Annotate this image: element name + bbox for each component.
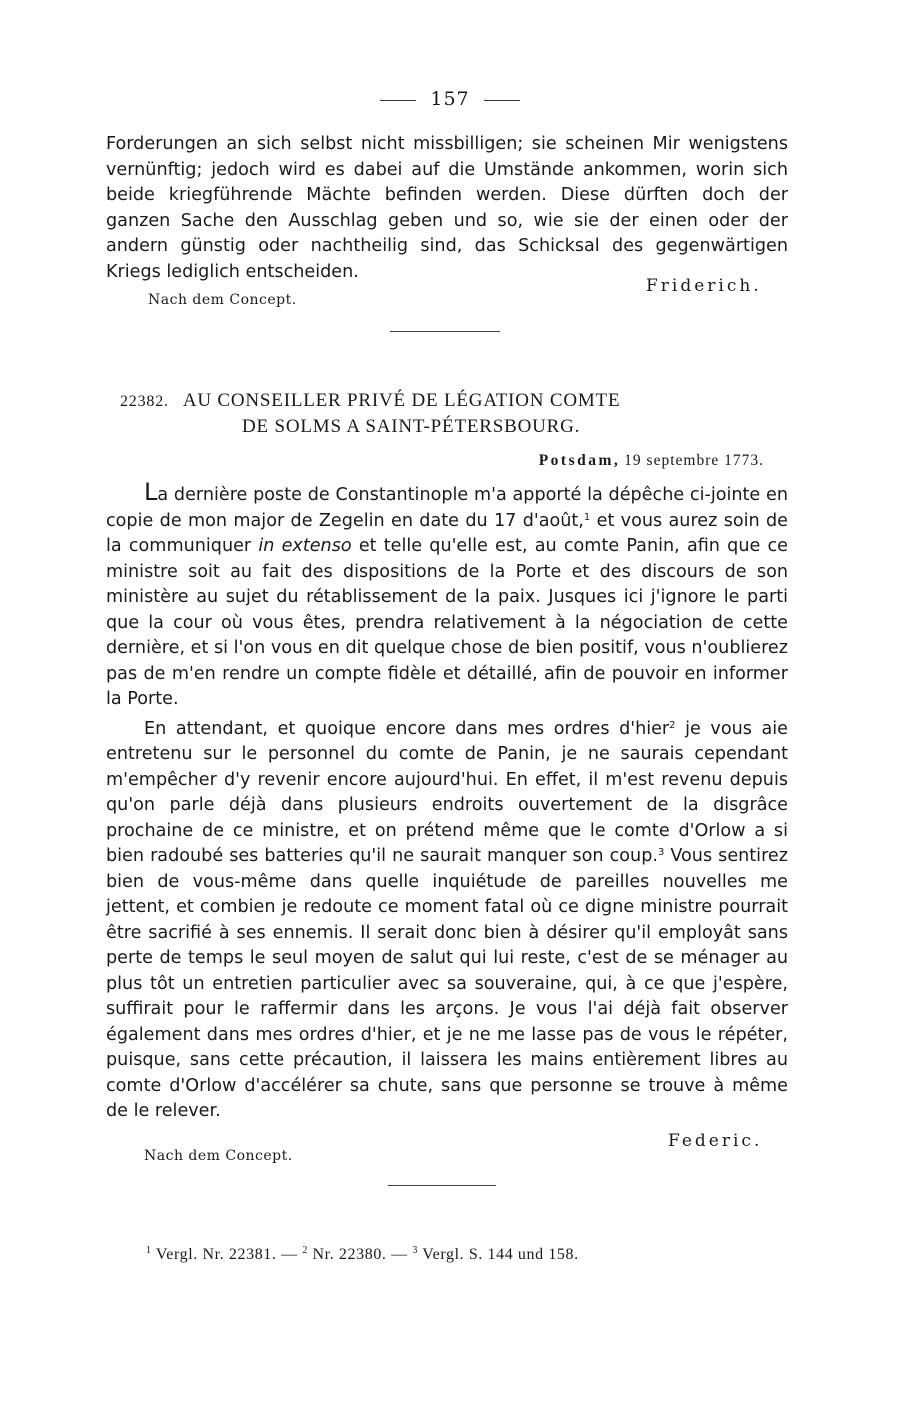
footnote-3: Vergl. S. 144 und 158. (422, 1246, 579, 1263)
letter2-body (106, 480, 788, 1125)
page-number-text: 157 (430, 88, 470, 110)
footnote-ref-2: 2 (669, 719, 676, 731)
footnote-marker-2: 2 (302, 1245, 308, 1256)
letter2-initial: L (144, 478, 158, 506)
letter2-dateline (0, 452, 764, 470)
page-number-rule-right (484, 100, 520, 101)
letter2-p1-part-a: a dernière poste de Constantinople m'a apporté la dépêche ci-jointe en copie de mon major de Zegelin en date du 17 d'août, (106, 485, 788, 531)
letter2-p2-part-a: En attendant, et quoique encore dans mes ordres d'hier (144, 718, 670, 739)
letter2-p2-part-b: je vous aie entretenu sur le personnel du comte de Panin, je ne saurais cependant m'empêcher d'y revenir encore aujourd'hui. En effet, il m'est revenu depuis qu'on parle déjà dans plusieurs endroits ouvertement de la disgrâce prochaine de ce ministre, et on prétend même que le comte d'Orlow a si bien radoubé ses batteries qu'il ne saurait manquer son coup. (106, 718, 788, 866)
page-number (0, 88, 900, 110)
letter2-number: 22382. (120, 393, 169, 410)
letter2-paragraph-1 (106, 480, 788, 713)
letter2-place: Potsdam, (538, 452, 621, 469)
footnote-1: Vergl. Nr. 22381. — (155, 1246, 298, 1263)
divider-2 (388, 1185, 496, 1186)
letter2-paragraph-2 (106, 717, 788, 1125)
letter2-p1-part-c: et telle qu'elle est, au comte Panin, afin que ce ministre soit au fait des dispositions de la Porte et des discours de son ministère au sujet du rétablissement de la paix. Jusques ici j'ignore le parti que la cour où vous êtes, prendra relativement à la négociation de cette dernière, et si l'on vous en dit quelque chose de bien positif, vous n'oublierez pas de m'en rendre un compte fidèle et détaillé, afin de pouvoir en informer la Porte. (106, 536, 788, 709)
letter1-signature: Friderich. (646, 276, 762, 296)
footnote-marker-3: 3 (412, 1245, 418, 1256)
letter1-paragraph: Forderungen an sich selbst nicht missbilligen; sie scheinen Mir wenigstens vernünftig; jedoch wird es dabei auf die Umstände ankommen, worin sich beide kriegführende Mächte befinden werden. Diese dürften doch der ganzen Sache den Ausschlag geben und so, wie sie der einen oder der andern günstig oder nachtheilig sind, das Schicksal des gegenwärtigen Kriegs lediglich entscheiden. (106, 134, 788, 282)
footnote-2: Nr. 22380. — (312, 1246, 408, 1263)
footnotes (146, 1246, 786, 1264)
footnote-ref-1: 1 (583, 511, 591, 523)
letter2-p1-emphasis: in extenso (258, 536, 352, 556)
letter2-title-line2: DE SOLMS A SAINT-PÉTERSBOURG. (242, 416, 581, 437)
letter2-heading (120, 388, 790, 439)
letter1-body (106, 132, 788, 285)
divider-1 (390, 331, 500, 332)
letter2-p2-part-c: Vous sentirez bien de vous-même dans quelle inquiétude de pareilles nouvelles me jettent, et combien je redoute ce moment fatal où ce digne ministre pourrait être sacrifié à ses ennemis. Il serait donc bien à désirer qu'il employât sans perte de temps le seul moyen de salut qui lui reste, c'est de se ménager au plus tôt un entretien particulier avec sa souveraine, qui, à ce que j'espère, suffirait pour le raffermir dans les arçons. Je vous l'ai déjà fait observer également dans mes ordres d'hier, et je ne me lasse pas de vous le répéter, puisque, sans cette précaution, il laissera les mains entièrement libres au comte d'Orlow d'accélérer sa chute, sans que personne se trouve à même de le relever. (106, 846, 788, 1121)
letter2-signature: Federic. (668, 1131, 763, 1151)
letter2-title-line1: AU CONSEILLER PRIVÉ DE LÉGATION COMTE (182, 390, 621, 411)
footnote-ref-3: 3 (657, 847, 665, 858)
footnote-marker-1: 1 (146, 1245, 152, 1256)
letter2-date: 19 septembre 1773. (624, 452, 764, 469)
letter2-source: Nach dem Concept. (144, 1148, 293, 1164)
page-number-rule-left (380, 100, 416, 101)
letter2-p1-part-b: et vous aurez soin de la communiquer (106, 510, 788, 556)
letter1-source: Nach dem Concept. (148, 292, 297, 308)
